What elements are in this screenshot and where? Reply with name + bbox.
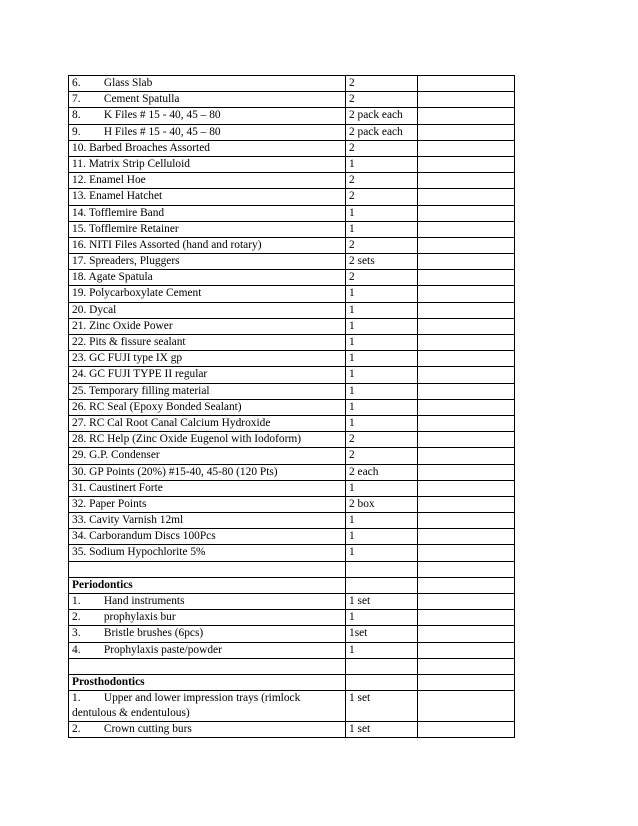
item-number: 13. (72, 190, 87, 203)
item-number: 31. (72, 481, 87, 494)
item-name: Polycarboxylate Cement (89, 287, 202, 300)
quantity-cell: 1 set (346, 722, 418, 738)
empty-cell (418, 318, 515, 334)
item-name: RC Help (Zinc Oxide Eugenol with Iodoform) (89, 433, 302, 446)
item-number: 2. (72, 723, 81, 736)
table-row (69, 642, 515, 658)
item-name: Enamel Hatchet (89, 190, 163, 203)
section-heading-row (69, 674, 515, 690)
quantity-cell: 1 (346, 335, 418, 351)
item-number: 9. (72, 125, 81, 138)
table-row (69, 496, 515, 512)
empty-cell (418, 205, 515, 221)
empty-cell (418, 237, 515, 253)
item-cell (69, 594, 346, 610)
item-name: Agate Spatula (88, 271, 153, 284)
empty-cell (418, 626, 515, 642)
item-number: 23. (72, 352, 87, 365)
item-name: Crown cutting burs (103, 723, 192, 736)
table-row (69, 92, 515, 108)
item-name: GC FUJI TYPE II regular (89, 368, 208, 381)
item-name: H Files # 15 - 40, 45 – 80 (103, 125, 221, 138)
empty-cell (418, 577, 515, 593)
empty-cell (69, 561, 346, 577)
item-name: GC FUJI type IX gp (89, 352, 183, 365)
item-name: Cement Spatulla (103, 93, 180, 106)
materials-table-body (69, 76, 515, 738)
item-cell (69, 642, 346, 658)
empty-cell (418, 254, 515, 270)
table-row (69, 383, 515, 399)
item-name: Spreaders, Pluggers (89, 255, 180, 268)
item-number: 3. (72, 627, 81, 640)
item-number: 17. (72, 255, 87, 268)
item-name: G.P. Condenser (89, 449, 160, 462)
item-number: 12. (72, 174, 87, 187)
item-name: Bristle brushes (6pcs) (103, 627, 204, 640)
item-cell (69, 286, 346, 302)
empty-cell (418, 140, 515, 156)
item-name: Tofflemire Retainer (88, 222, 179, 235)
quantity-cell: 1 (346, 351, 418, 367)
empty-cell (418, 545, 515, 561)
item-number: 34. (72, 530, 87, 543)
item-name: Temporary filling material (88, 384, 210, 397)
table-row (69, 173, 515, 189)
empty-cell (418, 124, 515, 140)
item-cell (69, 545, 346, 561)
item-number: 8. (72, 109, 81, 122)
quantity-cell: 2 (346, 432, 418, 448)
quantity-cell: 1 (346, 610, 418, 626)
empty-cell (418, 76, 515, 92)
item-number: 1. (72, 595, 81, 607)
table-row (69, 513, 515, 529)
item-cell (69, 626, 346, 642)
item-number: 26. (72, 400, 87, 413)
item-cell (69, 383, 346, 399)
item-cell (69, 124, 346, 140)
item-cell (69, 415, 346, 431)
empty-cell (418, 561, 515, 577)
item-number: 15. (72, 222, 87, 235)
empty-cell (346, 561, 418, 577)
table-row (69, 124, 515, 140)
quantity-cell: 2 pack each (346, 124, 418, 140)
section-heading: Periodontics (69, 577, 346, 593)
empty-cell (418, 156, 515, 172)
table-row (69, 626, 515, 642)
item-name: Enamel Hoe (89, 174, 146, 187)
empty-cell (346, 658, 418, 674)
item-number: 2. (72, 611, 81, 624)
item-name: Caustinert Forte (89, 481, 163, 494)
item-name: Glass Slab (103, 77, 153, 89)
table-row (69, 221, 515, 237)
section-heading-row (69, 577, 515, 593)
section-heading: Prosthodontics (69, 674, 346, 690)
empty-cell (418, 335, 515, 351)
item-cell (69, 302, 346, 318)
item-name: Upper and lower impression trays (rimlock dentulous & endentulous) (72, 692, 301, 720)
item-name: Zinc Oxide Power (89, 319, 173, 332)
empty-cell (418, 432, 515, 448)
item-name: RC Seal (Epoxy Bonded Sealant) (89, 400, 242, 413)
empty-cell (418, 383, 515, 399)
item-cell (69, 610, 346, 626)
table-row (69, 464, 515, 480)
table-row (69, 691, 515, 722)
empty-cell (418, 221, 515, 237)
table-row (69, 254, 515, 270)
item-cell (69, 722, 346, 738)
empty-cell (418, 691, 515, 722)
item-cell (69, 108, 346, 124)
item-number: 14. (72, 206, 87, 219)
table-row (69, 335, 515, 351)
blank-row (69, 561, 515, 577)
quantity-cell: 1 (346, 221, 418, 237)
quantity-cell: 1 (346, 205, 418, 221)
item-name: Carborandum Discs 100Pcs (89, 530, 216, 543)
empty-cell (418, 594, 515, 610)
item-cell (69, 432, 346, 448)
quantity-cell: 1 (346, 302, 418, 318)
item-name: Sodium Hypochlorite 5% (89, 546, 206, 559)
table-row (69, 722, 515, 738)
item-cell (69, 156, 346, 172)
empty-cell (418, 448, 515, 464)
item-name: Pits & fissure sealant (89, 336, 186, 348)
table-row (69, 367, 515, 383)
item-name: Hand instruments (103, 595, 185, 607)
item-cell (69, 513, 346, 529)
quantity-cell: 1 (346, 156, 418, 172)
quantity-cell: 1 (346, 642, 418, 658)
item-number: 29. (72, 449, 87, 462)
quantity-cell: 1 (346, 367, 418, 383)
item-cell (69, 254, 346, 270)
quantity-cell: 1 (346, 545, 418, 561)
item-number: 33. (72, 514, 87, 527)
item-cell (69, 318, 346, 334)
item-number: 18. (72, 271, 87, 284)
table-row (69, 529, 515, 545)
item-cell (69, 529, 346, 545)
empty-cell (418, 496, 515, 512)
item-cell (69, 92, 346, 108)
quantity-cell: 1set (346, 626, 418, 642)
quantity-cell: 2 box (346, 496, 418, 512)
quantity-cell: 1 (346, 480, 418, 496)
quantity-cell: 2 (346, 237, 418, 253)
empty-cell (418, 302, 515, 318)
empty-cell (418, 351, 515, 367)
empty-cell (418, 642, 515, 658)
quantity-cell: 1 set (346, 594, 418, 610)
table-row (69, 610, 515, 626)
item-cell (69, 189, 346, 205)
item-number: 35. (72, 546, 87, 559)
quantity-cell: 2 (346, 173, 418, 189)
item-cell (69, 270, 346, 286)
table-row (69, 448, 515, 464)
table-row (69, 108, 515, 124)
quantity-cell: 2 (346, 92, 418, 108)
quantity-cell: 2 (346, 76, 418, 92)
item-number: 25. (72, 384, 87, 397)
quantity-cell: 1 set (346, 691, 418, 722)
empty-cell (418, 658, 515, 674)
item-number: 30. (72, 465, 87, 478)
quantity-cell: 2 (346, 448, 418, 464)
item-cell (69, 448, 346, 464)
item-cell (69, 237, 346, 253)
item-name: K Files # 15 - 40, 45 – 80 (103, 109, 221, 122)
item-number: 10. (72, 141, 87, 154)
item-cell (69, 335, 346, 351)
quantity-cell: 2 (346, 270, 418, 286)
empty-cell (69, 658, 346, 674)
empty-cell (418, 108, 515, 124)
quantity-cell: 1 (346, 513, 418, 529)
quantity-cell: 1 (346, 383, 418, 399)
table-row (69, 432, 515, 448)
item-cell (69, 480, 346, 496)
item-cell (69, 351, 346, 367)
empty-cell (418, 674, 515, 690)
table-row (69, 270, 515, 286)
empty-cell (418, 286, 515, 302)
item-cell (69, 464, 346, 480)
empty-cell (418, 189, 515, 205)
empty-cell (346, 577, 418, 593)
table-row (69, 480, 515, 496)
quantity-cell: 2 sets (346, 254, 418, 270)
item-number: 1. (72, 692, 81, 705)
quantity-cell: 1 (346, 286, 418, 302)
quantity-cell: 1 (346, 529, 418, 545)
item-cell (69, 496, 346, 512)
table-row (69, 237, 515, 253)
item-number: 6. (72, 77, 81, 89)
item-number: 22. (72, 336, 87, 348)
quantity-cell: 1 (346, 415, 418, 431)
empty-cell (418, 415, 515, 431)
table-row (69, 351, 515, 367)
materials-table (68, 75, 515, 738)
table-row (69, 594, 515, 610)
quantity-cell: 2 (346, 189, 418, 205)
item-name: GP Points (20%) #15-40, 45-80 (120 Pts) (89, 465, 278, 478)
item-name: Paper Points (89, 497, 147, 510)
item-number: 19. (72, 287, 87, 300)
table-row (69, 140, 515, 156)
item-name: Cavity Varnish 12ml (89, 514, 184, 527)
item-name: Prophylaxis paste/powder (103, 643, 222, 656)
empty-cell (418, 464, 515, 480)
quantity-cell: 2 (346, 140, 418, 156)
item-number: 16. (72, 238, 87, 251)
empty-cell (418, 480, 515, 496)
empty-cell (418, 92, 515, 108)
empty-cell (346, 674, 418, 690)
item-name: prophylaxis bur (103, 611, 176, 624)
item-cell (69, 76, 346, 92)
item-cell (69, 367, 346, 383)
table-row (69, 286, 515, 302)
item-cell (69, 205, 346, 221)
table-row (69, 189, 515, 205)
item-number: 32. (72, 497, 87, 510)
item-number: 24. (72, 368, 87, 381)
empty-cell (418, 399, 515, 415)
empty-cell (418, 513, 515, 529)
quantity-cell: 1 (346, 399, 418, 415)
item-cell (69, 691, 346, 722)
item-number: 20. (72, 303, 87, 316)
table-row (69, 545, 515, 561)
table-row (69, 399, 515, 415)
item-name: NITI Files Assorted (hand and rotary) (89, 238, 262, 251)
quantity-cell: 1 (346, 318, 418, 334)
table-row (69, 302, 515, 318)
empty-cell (418, 367, 515, 383)
item-number: 21. (72, 319, 87, 332)
empty-cell (418, 610, 515, 626)
item-number: 11. (72, 157, 86, 170)
empty-cell (418, 270, 515, 286)
empty-cell (418, 722, 515, 738)
item-name: Dycal (89, 303, 117, 316)
item-number: 28. (72, 433, 87, 446)
empty-cell (418, 173, 515, 189)
table-row (69, 156, 515, 172)
item-cell (69, 399, 346, 415)
table-row (69, 205, 515, 221)
quantity-cell: 2 each (346, 464, 418, 480)
item-name: Tofflemire Band (88, 206, 165, 219)
item-name: Barbed Broaches Assorted (89, 141, 210, 154)
item-cell (69, 173, 346, 189)
empty-cell (418, 529, 515, 545)
item-cell (69, 221, 346, 237)
table-row (69, 415, 515, 431)
item-name: RC Cal Root Canal Calcium Hydroxide (89, 416, 271, 429)
item-name: Matrix Strip Celluloid (88, 157, 190, 170)
blank-row (69, 658, 515, 674)
item-number: 7. (72, 93, 81, 106)
table-row (69, 76, 515, 92)
item-number: 4. (72, 643, 81, 656)
item-number: 27. (72, 416, 87, 429)
quantity-cell: 2 pack each (346, 108, 418, 124)
item-cell (69, 140, 346, 156)
table-row (69, 318, 515, 334)
